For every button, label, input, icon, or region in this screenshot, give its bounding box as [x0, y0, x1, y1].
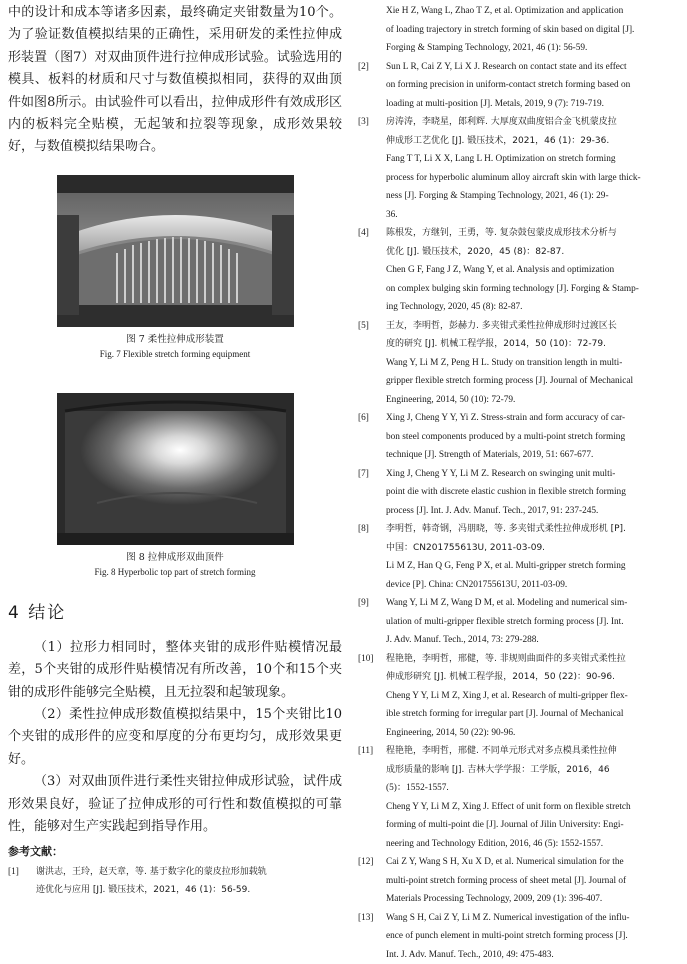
- reference-line: 程艳艳，李明哲，邢健. 不同单元形式对多点模具柔性拉伸: [386, 742, 678, 761]
- stretch-forming-equipment-photo: [57, 175, 294, 327]
- figure-8-caption-en: Fig. 8 Hyperbolic top part of stretch forming: [8, 565, 342, 579]
- reference-entry: [358, 317, 678, 410]
- reference-line: Xie H Z, Wang L, Zhao T Z, et al. Optimization and application: [386, 2, 678, 21]
- reference-entry: [358, 520, 678, 594]
- reference-line: 中国：CN201755613U, 2011-03-09.: [386, 539, 678, 558]
- reference-line: 伸成形研究 [J]. 机械工程学报，2014，50 (22)：90-96.: [386, 668, 678, 687]
- reference-line: 优化 [J]. 锻压技术，2020，45 (8)：82-87.: [386, 243, 678, 262]
- reference-number: [6]: [358, 409, 386, 465]
- reference-line: on forming precision in uniform-contact stretch forming based on: [386, 76, 678, 95]
- reference-line: ulation of multi-gripper flexible stretch forming process [J]. Int.: [386, 613, 678, 632]
- reference-entry: [358, 594, 678, 650]
- reference-number: [9]: [358, 594, 386, 650]
- conclusion-paragraph-3: （3）对双曲顶件进行柔性夹钳拉伸成形试验，试件成形效果良好，验证了拉伸成形的可行性和数值模拟的可靠性，能够对生产实践起到指导作用。: [8, 771, 342, 838]
- right-column: [358, 2, 678, 964]
- reference-line: J. Adv. Manuf. Tech., 2014, 73: 279-288.: [386, 631, 678, 650]
- reference-number: [5]: [358, 317, 386, 410]
- reference-line: 王友，李明哲，彭赫力. 多夹钳式柔性拉伸成形时过渡区长: [386, 317, 678, 336]
- reference-line: loading at multi-position [J]. Metals, 2019, 9 (7): 719-719.: [386, 95, 678, 114]
- reference-line: Fang T T, Li X X, Lang L H. Optimization on stretch forming: [386, 150, 678, 169]
- reference-line: point die with discrete elastic cushion in flexible stretch forming: [386, 483, 678, 502]
- conclusion-paragraph-1: （1）拉形力相同时，整体夹钳的成形件贴模情况最差，5个夹钳的成形件贴模情况有所改善，10个和15个夹钳的成形件能够完全贴模，且无拉裂和起皱现象。: [8, 637, 342, 704]
- reference-line: ness [J]. Forging & Stamping Technology, 2021, 46 (1): 29-: [386, 187, 678, 206]
- reference-number: [3]: [358, 113, 386, 224]
- reference-line: ing Technology, 2020, 45 (8): 82-87.: [386, 298, 678, 317]
- reference-line: 36.: [386, 206, 678, 225]
- left-column: [8, 2, 342, 900]
- reference-line: of loading trajectory in stretch forming of skin based on digital [J].: [386, 21, 678, 40]
- reference-line: Xing J, Cheng Y Y, Yi Z. Stress-strain and form accuracy of car-: [386, 409, 678, 428]
- reference-line: 度的研究 [J]. 机械工程学报，2014，50 (10)：72-79.: [386, 335, 678, 354]
- reference-entry: [358, 853, 678, 909]
- reference-line: forming of multi-point die [J]. Journal of Jilin University: Engi-: [386, 816, 678, 835]
- reference-line: Chen G F, Fang J Z, Wang Y, et al. Analysis and optimization: [386, 261, 678, 280]
- reference-number: [13]: [358, 909, 386, 964]
- reference-entry: [8, 863, 342, 900]
- reference-line: gripper flexible stretch forming process [J]. Journal of Mechanical: [386, 372, 678, 391]
- figure-8-photo: [57, 393, 294, 545]
- conclusion-paragraph-2: （2）柔性拉伸成形数值模拟结果中，15个夹钳比10个夹钳的成形件的应变和厚度的分布更均匀，成形效果更好。: [8, 704, 342, 771]
- reference-line: bon steel components produced by a multi-point stretch forming: [386, 428, 678, 447]
- figure-8-caption-cn: 图 8 拉伸成形双曲顶件: [8, 551, 342, 565]
- reference-line: ible stretch forming for irregular part [J]. Journal of Mechanical: [386, 705, 678, 724]
- reference-line: Forging & Stamping Technology, 2021, 46 (1): 56-59.: [386, 39, 678, 58]
- reference-line: neering and Technology Edition, 2016, 46 (5): 1552-1557.: [386, 835, 678, 854]
- reference-entry: [358, 113, 678, 224]
- reference-line: process [J]. Int. J. Adv. Manuf. Tech., 2017, 91: 237-245.: [386, 502, 678, 521]
- reference-line: 伸成形工艺优化 [J]. 锻压技术，2021，46 (1)：29-36.: [386, 132, 678, 151]
- reference-line: 李明哲，韩奇钢，冯朋晓，等. 多夹钳式柔性拉伸成形机 [P].: [386, 520, 678, 539]
- figure-7-caption-en: Fig. 7 Flexible stretch forming equipment: [8, 347, 342, 361]
- reference-line: 陈根发，方继钊，王勇，等. 复杂鼓包蒙皮成形技术分析与: [386, 224, 678, 243]
- figure-7-caption-cn: 图 7 柔性拉伸成形装置: [8, 333, 342, 347]
- reference-entry: [358, 409, 678, 465]
- reference-list: [358, 58, 678, 964]
- reference-line: Wang S H, Cai Z Y, Li M Z. Numerical investigation of the influ-: [386, 909, 678, 928]
- reference-number: [8]: [358, 520, 386, 594]
- section-title: 4 结论: [8, 601, 342, 625]
- reference-number: [4]: [358, 224, 386, 317]
- reference-entry: [358, 909, 678, 964]
- reference-line: Xing J, Cheng Y Y, Li M Z. Research on swinging unit multi-: [386, 465, 678, 484]
- reference-line: 程艳艳，李明哲，邢健，等. 非规则曲面件的多夹钳式柔性拉: [386, 650, 678, 669]
- reference-line: process for hyperbolic aluminum alloy aircraft skin with large thick-: [386, 169, 678, 188]
- reference-entry: [358, 224, 678, 317]
- reference-number: [12]: [358, 853, 386, 909]
- reference-line: 成形质量的影响 [J]. 吉林大学学报：工学版，2016，46: [386, 761, 678, 780]
- reference-number: [2]: [358, 58, 386, 114]
- reference-number: [7]: [358, 465, 386, 521]
- reference-entry: [358, 742, 678, 853]
- reference-number: [1]: [8, 863, 36, 900]
- reference-line: Wang Y, Li M Z, Wang D M, et al. Modeling and numerical sim-: [386, 594, 678, 613]
- reference-line: (5)：1552-1557.: [386, 779, 678, 798]
- intro-paragraph: 中的设计和成本等诸多因素，最终确定夹钳数量为10个。为了验证数值模拟结果的正确性，采用研发的柔性拉伸成形装置（图7）对双曲顶件进行拉伸成形试验。试验选用的模具、板料的材质和尺寸与数值模拟相同，获得的双曲顶件如图8所示。由试验件可以看出，拉伸成形件有效成形区内的板料完全贴模，无起皱和拉裂等现象，成形效果较好，与数值模拟结果吻合。: [8, 2, 342, 159]
- reference-line: Int. J. Adv. Manuf. Tech., 2010, 49: 475-483.: [386, 946, 678, 964]
- reference-line: 房涛涛，李晓星，郎利辉. 大厚度双曲度铝合金飞机蒙皮拉: [386, 113, 678, 132]
- reference-line: Materials Processing Technology, 2009, 209 (1): 396-407.: [386, 890, 678, 909]
- reference-line: ence of punch element in multi-point stretch forming process [J].: [386, 927, 678, 946]
- reference-line: on complex bulging skin forming technology [J]. Forging & Stamp-: [386, 280, 678, 299]
- reference-line: Sun L R, Cai Z Y, Li X J. Research on contact state and its effect: [386, 58, 678, 77]
- reference-line: Cheng Y Y, Li M Z, Xing J. Effect of unit form on flexible stretch: [386, 798, 678, 817]
- reference-entry: [358, 650, 678, 743]
- reference-entry: [358, 465, 678, 521]
- reference-line: multi-point stretch forming process of sheet metal [J]. Journal of: [386, 872, 678, 891]
- reference-line: Li M Z, Han Q G, Feng P X, et al. Multi-gripper stretch forming: [386, 557, 678, 576]
- reference-line: Wang Y, Li M Z, Peng H L. Study on transition length in multi-: [386, 354, 678, 373]
- reference-line: technique [J]. Strength of Materials, 2019, 51: 667-677.: [386, 446, 678, 465]
- figure-7: [8, 175, 342, 361]
- reference-entry: [358, 2, 678, 58]
- reference-line: Cheng Y Y, Li M Z, Xing J, et al. Research of multi-gripper flex-: [386, 687, 678, 706]
- reference-line: device [P]. China: CN201755613U, 2011-03-09.: [386, 576, 678, 595]
- reference-line: Cai Z Y, Wang S H, Xu X D, et al. Numerical simulation for the: [386, 853, 678, 872]
- hyperbolic-top-part-photo: [57, 393, 294, 545]
- figure-7-photo: [57, 175, 294, 327]
- reference-entry: [358, 58, 678, 114]
- figure-8: [8, 393, 342, 579]
- reference-number: [10]: [358, 650, 386, 743]
- reference-line: 迹优化与应用 [J]. 锻压技术，2021，46 (1)：56-59.: [36, 881, 342, 900]
- references-title: 参考文献：: [8, 843, 342, 859]
- reference-line: 谢洪志，王玲，赵天章，等. 基于数字化的蒙皮拉形加载轨: [36, 863, 342, 882]
- reference-line: Engineering, 2014, 50 (10): 72-79.: [386, 391, 678, 410]
- reference-number: [11]: [358, 742, 386, 853]
- reference-line: Engineering, 2014, 50 (22): 90-96.: [386, 724, 678, 743]
